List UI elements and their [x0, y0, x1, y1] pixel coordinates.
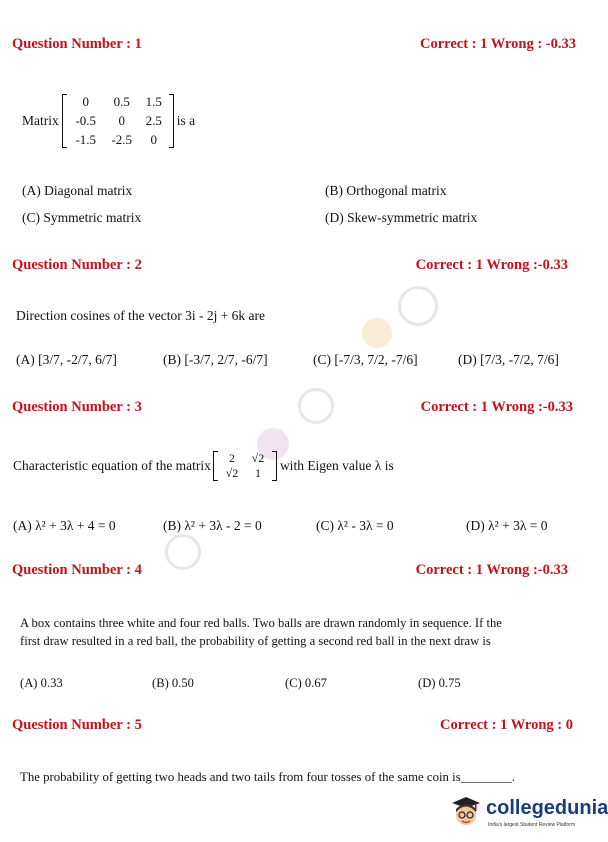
watermark-seal-icon — [298, 388, 334, 424]
option-c[interactable]: (C) 0.67 — [285, 676, 327, 690]
logo-tagline: India's largest Student Review Platform — [488, 822, 576, 828]
matrix-cell: 2.5 — [145, 113, 162, 128]
option-b[interactable]: (B) λ² + 3λ - 2 = 0 — [163, 518, 262, 533]
question-2-stem: Direction cosines of the vector 3i - 2j + 6k are — [16, 308, 266, 323]
stem-prefix: Characteristic equation of the matrix — [13, 458, 211, 473]
matrix-cell: -1.5 — [75, 132, 97, 147]
matrix-cell: 0 — [118, 113, 125, 128]
marks-label-4: Correct : 1 Wrong :-0.33 — [415, 562, 568, 578]
option-a[interactable]: (A) Diagonal matrix — [22, 183, 133, 198]
option-d[interactable]: (D) λ² + 3λ = 0 — [466, 518, 548, 533]
option-d[interactable]: (D) 0.75 — [418, 676, 461, 690]
matrix-cell: 0.5 — [113, 94, 130, 109]
question-number-2: Question Number : 2 — [12, 257, 142, 273]
question-4-stem-line-1: A box contains three white and four red balls. Two balls are drawn randomly in sequence. If the — [20, 616, 502, 630]
question-4-stem-line-2: first draw resulted in a red ball, the probability of getting a second red ball in the next draw is — [20, 634, 491, 648]
question-3-stem — [13, 451, 394, 481]
matrix-cell: √2 — [251, 451, 265, 465]
stem-suffix: is a — [176, 113, 196, 128]
marks-label-5: Correct : 1 Wrong : 0 — [439, 717, 573, 733]
option-c[interactable]: (C) λ² - 3λ = 0 — [316, 518, 394, 533]
question-5-stem: The probability of getting two heads and two tails from four tosses of the same coin is________. — [20, 770, 516, 784]
option-c[interactable]: (C) Symmetric matrix — [22, 210, 142, 225]
matrix-cell: 0 — [82, 94, 89, 109]
watermark-seal-icon — [165, 534, 201, 570]
watermark-seal-icon — [398, 286, 438, 326]
graduate-mascot-icon — [448, 795, 484, 829]
question-number-5: Question Number : 5 — [12, 717, 142, 733]
option-a[interactable]: (A) 0.33 — [20, 676, 63, 690]
question-number-3: Question Number : 3 — [12, 399, 142, 415]
matrix-cell: 1 — [254, 466, 261, 480]
option-c[interactable]: (C) [-7/3, 7/2, -7/6] — [313, 352, 418, 367]
matrix-cell: -0.5 — [75, 113, 97, 128]
marks-label-3: Correct : 1 Wrong :-0.33 — [420, 399, 573, 415]
question-1-stem — [22, 94, 195, 148]
option-a[interactable]: (A) λ² + 3λ + 4 = 0 — [13, 518, 116, 533]
marks-label-2: Correct : 1 Wrong :-0.33 — [415, 257, 568, 273]
option-b[interactable]: (B) 0.50 — [152, 676, 194, 690]
option-b[interactable]: (B) [-3/7, 2/7, -6/7] — [163, 352, 268, 367]
marks-label-1: Correct : 1 Wrong : -0.33 — [420, 36, 576, 52]
option-a[interactable]: (A) [3/7, -2/7, 6/7] — [16, 352, 117, 367]
stem-prefix: Matrix — [22, 113, 59, 128]
matrix-cell: 0 — [150, 132, 157, 147]
question-number-1: Question Number : 1 — [12, 36, 142, 52]
matrix-cell: 1.5 — [145, 94, 162, 109]
option-d[interactable]: (D) [7/3, -7/2, 7/6] — [458, 352, 559, 367]
stem-suffix: with Eigen value λ is — [279, 458, 394, 473]
matrix-cell: 2 — [228, 451, 235, 465]
logo-name: collegedunia — [486, 797, 608, 819]
matrix-cell: √2 — [225, 466, 239, 480]
collegedunia-logo — [448, 793, 608, 833]
option-d[interactable]: (D) Skew-symmetric matrix — [325, 210, 478, 225]
matrix-cell: -2.5 — [111, 132, 133, 147]
watermark-seal-icon — [362, 318, 392, 348]
option-b[interactable]: (B) Orthogonal matrix — [325, 183, 447, 198]
matrix-q1 — [62, 94, 174, 148]
question-number-4: Question Number : 4 — [12, 562, 142, 578]
matrix-q3 — [213, 451, 277, 481]
